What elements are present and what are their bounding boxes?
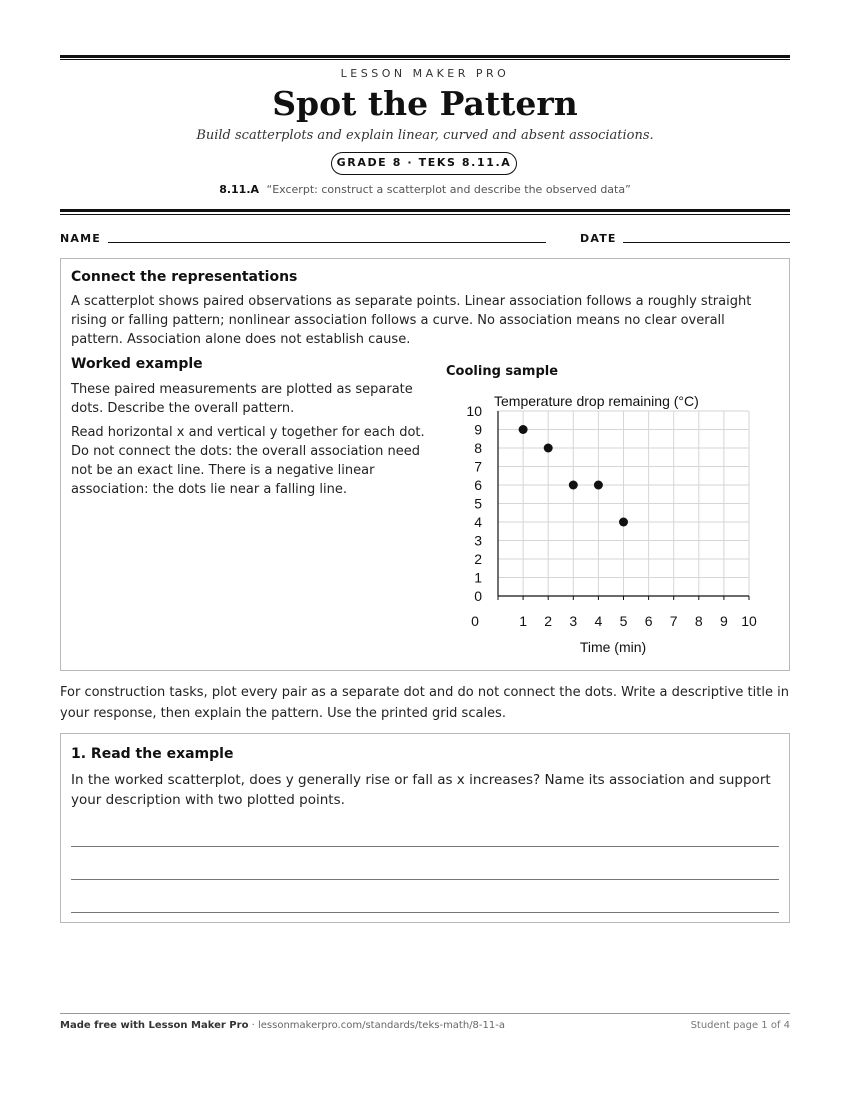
brand-name: LESSON MAKER PRO bbox=[340, 67, 510, 80]
footer-made-with: Made free with Lesson Maker Pro bbox=[60, 1020, 249, 1031]
question-1-heading: 1. Read the example bbox=[71, 746, 234, 762]
x-tick-label: 0 bbox=[471, 613, 479, 629]
top-rule-thick bbox=[60, 55, 790, 58]
question-1-prompt: In the worked scatterplot, does y generally rise or fall as x increases? Name its association and support your description with two plotted points. bbox=[71, 772, 771, 808]
header-rule-thick bbox=[60, 209, 790, 212]
x-tick-label: 7 bbox=[669, 613, 678, 629]
data-point bbox=[619, 518, 628, 527]
x-tick-label: 1 bbox=[519, 613, 527, 629]
x-tick-label: 5 bbox=[619, 613, 628, 629]
footer-page-number: Student page 1 of 4 bbox=[690, 1020, 790, 1031]
data-point bbox=[544, 444, 553, 453]
standard-code: 8.11.A bbox=[219, 183, 260, 196]
answer-line-3[interactable] bbox=[71, 912, 779, 913]
y-tick-label: 0 bbox=[474, 588, 482, 604]
header-rule-thin bbox=[60, 214, 790, 215]
worked-paragraph-1: These paired measurements are plotted as separate dots. Describe the overall pattern. bbox=[71, 382, 413, 416]
y-tick-label: 8 bbox=[474, 440, 482, 456]
footer-url[interactable]: lessonmakerpro.com/standards/teks-math/8-11-a bbox=[257, 1020, 505, 1031]
data-point bbox=[569, 481, 578, 490]
standard-line bbox=[60, 183, 790, 196]
name-label: NAME bbox=[60, 232, 101, 245]
answer-line-2[interactable] bbox=[71, 879, 779, 880]
date-field[interactable] bbox=[623, 242, 790, 243]
construction-instructions: For construction tasks, plot every pair as a separate dot and do not connect the dots. Write a descriptive title in your response, then explain the pattern. Use the printed grid scales. bbox=[60, 685, 789, 721]
data-point bbox=[519, 425, 528, 434]
y-tick-label: 9 bbox=[474, 421, 482, 438]
page-title: Spot the Pattern bbox=[272, 84, 578, 123]
chart-ylabel: Temperature drop remaining (°C) bbox=[494, 393, 699, 409]
page-subtitle: Build scatterplots and explain linear, curved and absent associations. bbox=[196, 128, 654, 143]
worked-paragraph-2: Read horizontal x and vertical y together for each dot. Do not connect the dots: the overall association need not be an exact line. There is a negative linear association: the dots lie near a falling line. bbox=[71, 425, 425, 497]
x-tick-label: 2 bbox=[544, 613, 553, 629]
x-tick-label: 3 bbox=[569, 613, 578, 629]
connect-heading: Connect the representations bbox=[71, 269, 298, 285]
y-tick-label: 2 bbox=[474, 551, 482, 567]
date-label: DATE bbox=[580, 232, 617, 245]
grade-badge: GRADE 8 · TEKS 8.11.A bbox=[331, 152, 517, 175]
y-tick-label: 7 bbox=[474, 458, 482, 475]
data-point bbox=[594, 481, 603, 490]
standard-text: “Excerpt: construct a scatterplot and describe the observed data” bbox=[266, 183, 631, 196]
chart-grid bbox=[498, 411, 749, 596]
y-tick-label: 5 bbox=[474, 495, 482, 512]
x-tick-label: 8 bbox=[694, 613, 703, 629]
question-1-panel bbox=[60, 733, 790, 923]
top-rule-thin bbox=[60, 59, 790, 60]
y-tick-label: 4 bbox=[474, 514, 482, 530]
connect-body: A scatterplot shows paired observations as separate points. Linear association follows a roughly straight rising or falling pattern; nonlinear association follows a curve. No association means no clear overall pattern. Association alone does not establish cause. bbox=[71, 294, 752, 347]
y-tick-label: 10 bbox=[466, 403, 482, 419]
scatter-chart bbox=[441, 387, 771, 662]
y-tick-label: 1 bbox=[474, 569, 482, 586]
x-tick-label: 4 bbox=[594, 613, 603, 629]
y-tick-label: 3 bbox=[474, 532, 482, 549]
chart-xlabel: Time (min) bbox=[579, 639, 647, 655]
worked-heading: Worked example bbox=[71, 356, 203, 372]
chart-caption: Cooling sample bbox=[446, 364, 559, 379]
footer-rule bbox=[60, 1013, 790, 1014]
x-tick-label: 9 bbox=[720, 613, 728, 629]
chart-tick-labels bbox=[466, 403, 757, 629]
name-field[interactable] bbox=[108, 242, 546, 243]
footer-separator: · bbox=[248, 1020, 258, 1031]
connect-panel bbox=[60, 258, 790, 671]
y-tick-label: 6 bbox=[474, 477, 482, 493]
x-tick-label: 10 bbox=[741, 613, 757, 629]
footer-credit bbox=[60, 1020, 505, 1031]
x-tick-label: 6 bbox=[644, 613, 653, 629]
answer-line-1[interactable] bbox=[71, 846, 779, 847]
